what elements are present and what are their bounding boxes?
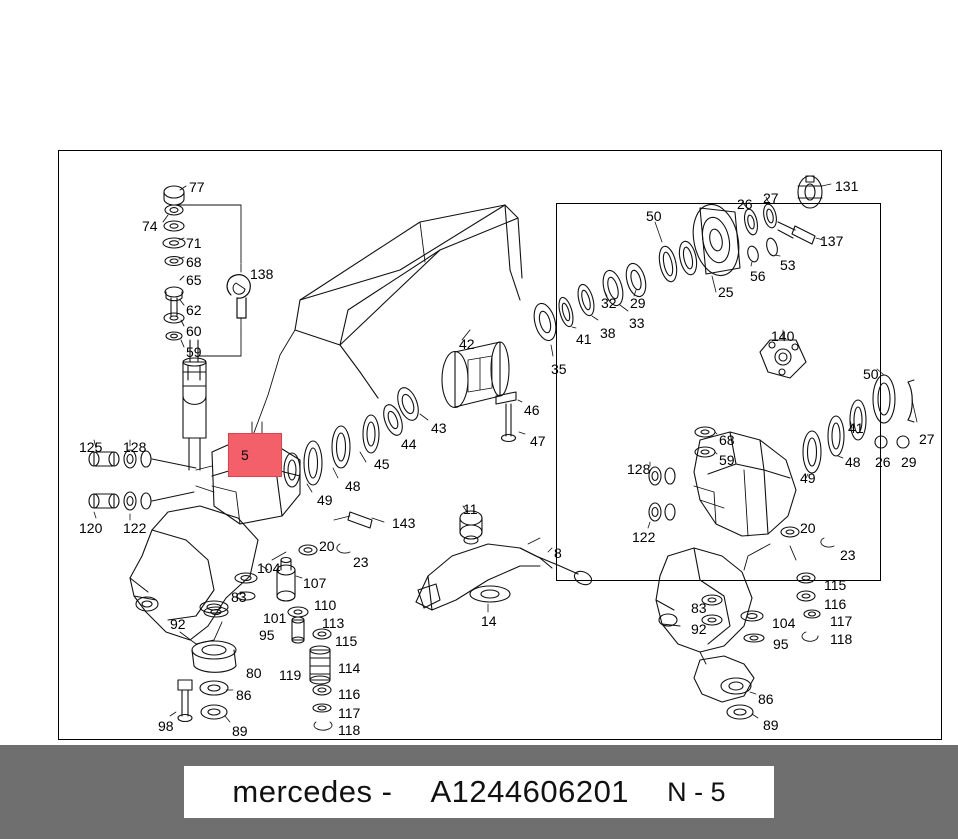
callout-number: 131 bbox=[835, 178, 859, 194]
callout-number: 107 bbox=[303, 575, 327, 591]
callout-number: 49 bbox=[317, 492, 333, 508]
callout-number: 89 bbox=[232, 723, 248, 739]
callout-number: 118 bbox=[830, 631, 853, 647]
callout-number: 115 bbox=[824, 577, 847, 593]
callout-number: 29 bbox=[630, 295, 646, 311]
callout-number: 117 bbox=[830, 613, 853, 629]
callout-number: 46 bbox=[524, 402, 540, 418]
callout-number: 95 bbox=[773, 636, 789, 652]
callout-number: 101 bbox=[263, 610, 287, 626]
callout-number: 43 bbox=[431, 420, 447, 436]
callout-number: 74 bbox=[142, 218, 158, 234]
callout-number: 113 bbox=[322, 615, 345, 631]
callout-number: 86 bbox=[758, 691, 774, 707]
callout-number: 128 bbox=[123, 439, 147, 455]
callout-number: 27 bbox=[919, 431, 935, 447]
callout-number: 68 bbox=[186, 254, 202, 270]
callout-number: 59 bbox=[186, 344, 202, 360]
callout-number: 125 bbox=[79, 439, 103, 455]
callout-number: 44 bbox=[401, 436, 417, 452]
callout-number: 80 bbox=[246, 665, 262, 681]
callout-number: 118 bbox=[338, 722, 361, 738]
callout-number: 65 bbox=[186, 272, 202, 288]
callout-number: 49 bbox=[800, 470, 816, 486]
callout-number: 83 bbox=[691, 600, 707, 616]
callout-number: 98 bbox=[158, 718, 174, 734]
callout-number: 138 bbox=[250, 266, 274, 282]
callout-number: 8 bbox=[554, 545, 562, 561]
callout-number: 122 bbox=[123, 520, 147, 536]
callout-number: 104 bbox=[772, 615, 796, 631]
callout-number: 122 bbox=[632, 529, 656, 545]
callout-number: 23 bbox=[840, 547, 856, 563]
callout-number: 48 bbox=[345, 478, 361, 494]
callout-number: 50 bbox=[646, 208, 662, 224]
callout-number: 143 bbox=[392, 515, 416, 531]
callout-number: 38 bbox=[600, 325, 616, 341]
callout-number: 116 bbox=[338, 686, 361, 702]
callout-label: 5 bbox=[241, 447, 249, 463]
footer-plate bbox=[184, 766, 774, 818]
callout-number: 60 bbox=[186, 323, 202, 339]
callout-number: 117 bbox=[338, 705, 361, 721]
callout-number: 86 bbox=[236, 687, 252, 703]
callout-number: 25 bbox=[718, 284, 734, 300]
callout-number: 45 bbox=[374, 456, 390, 472]
page-code-label: N - 5 bbox=[667, 776, 726, 807]
callout-number: 68 bbox=[719, 432, 735, 448]
callout-number: 42 bbox=[459, 336, 475, 352]
callout-number: 62 bbox=[186, 302, 202, 318]
callout-number: 116 bbox=[824, 596, 847, 612]
callout-number: 32 bbox=[601, 295, 617, 311]
callout-number: 41 bbox=[848, 420, 864, 436]
callout-number: 56 bbox=[750, 268, 766, 284]
callout-number: 50 bbox=[863, 366, 879, 382]
callout-number: 35 bbox=[551, 361, 567, 377]
callout-number: 120 bbox=[79, 520, 103, 536]
callout-number: 104 bbox=[257, 560, 281, 576]
callout-number: 11 bbox=[463, 501, 478, 517]
part-number-label: A1244606201 bbox=[430, 774, 630, 809]
inset-detail-frame bbox=[556, 203, 881, 581]
callout-number: 77 bbox=[189, 179, 205, 195]
callout-number: 110 bbox=[314, 597, 337, 613]
callout-number: 26 bbox=[875, 454, 891, 470]
callout-number: 29 bbox=[901, 454, 917, 470]
callout-number: 59 bbox=[719, 452, 735, 468]
callout-number: 27 bbox=[763, 190, 779, 206]
callout-number: 48 bbox=[845, 454, 861, 470]
callout-number: 41 bbox=[576, 331, 592, 347]
callout-number: 95 bbox=[259, 627, 275, 643]
callout-number: 83 bbox=[231, 589, 247, 605]
brand-label: mercedes - bbox=[232, 774, 393, 809]
callout-number: 23 bbox=[353, 554, 369, 570]
callout-number: 115 bbox=[335, 633, 358, 649]
highlighted-part-marker[interactable] bbox=[228, 433, 282, 477]
callout-number: 140 bbox=[771, 328, 795, 344]
callout-number: 20 bbox=[319, 538, 335, 554]
callout-number: 20 bbox=[800, 520, 816, 536]
callout-number: 14 bbox=[481, 613, 497, 629]
callout-number: 137 bbox=[820, 233, 844, 249]
callout-number: 114 bbox=[338, 660, 361, 676]
callout-number: 119 bbox=[279, 667, 302, 683]
callout-number: 89 bbox=[763, 717, 779, 733]
callout-number: 47 bbox=[530, 433, 546, 449]
callout-number: 71 bbox=[186, 235, 202, 251]
callout-number: 33 bbox=[629, 315, 645, 331]
callout-number: 92 bbox=[691, 621, 707, 637]
callout-number: 128 bbox=[627, 461, 651, 477]
callout-number: 26 bbox=[737, 196, 753, 212]
callout-number: 92 bbox=[170, 616, 186, 632]
callout-number: 53 bbox=[780, 257, 796, 273]
